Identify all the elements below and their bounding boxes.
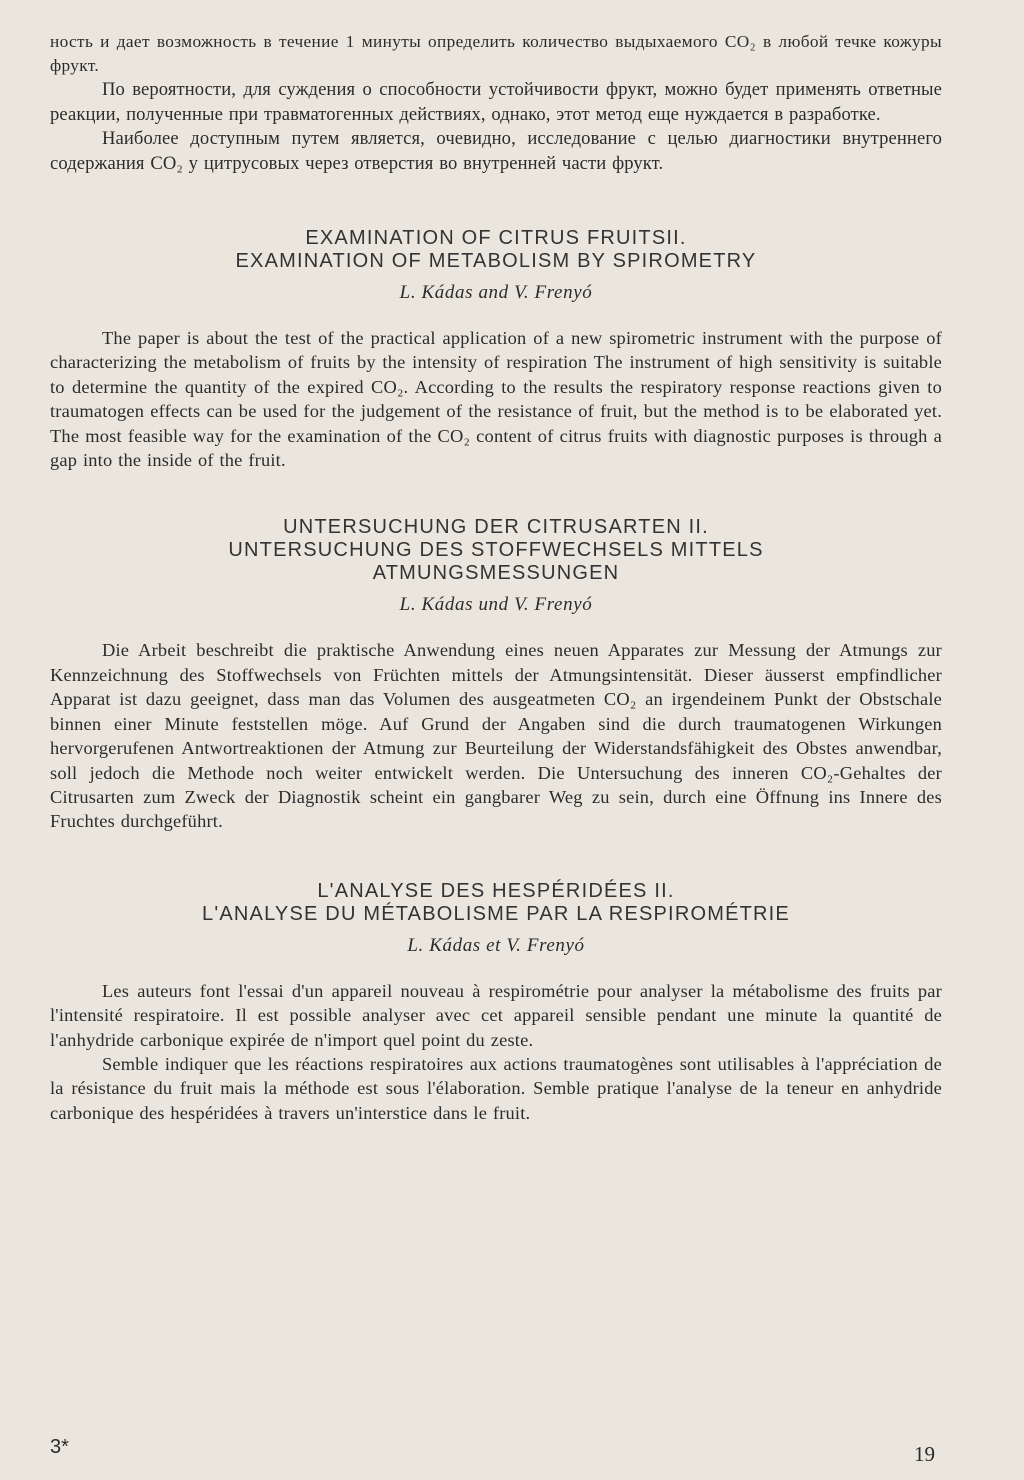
paragraph: По вероятности, для суждения о способности устойчивости фрукт, можно будет применять ответные реакции, полученные при травматогенных действиях, однако, этот метод еще нуждается в разработке.	[50, 79, 942, 125]
section-title	[50, 227, 942, 273]
authors: L. Kádas et V. Frenyó	[407, 934, 585, 956]
french-summary	[50, 880, 942, 1125]
title-line: L'ANALYSE DU MÉTABOLISME PAR LA RESPIROMÉTRIE	[202, 902, 790, 925]
title-line: EXAMINATION OF CITRUS FRUITSII.	[305, 227, 687, 250]
title-line: L'ANALYSE DES HESPÉRIDÉES II.	[317, 879, 675, 902]
paragraph: Semble indiquer que les réactions respiratoires aux actions traumatogènes sont utilisables à l'appréciation de la résistance du fruit mais la méthode est sous l'élaboration. Semble pratique l'analyse de la teneur en anhydride carbonique des hespéridées à travers un'interstice dans le fruit.	[50, 1053, 942, 1123]
english-summary	[50, 227, 942, 472]
authors: L. Kádas and V. Frenyó	[399, 282, 593, 304]
title-line: UNTERSUCHUNG DER CITRUSARTEN II.	[283, 516, 709, 539]
german-summary	[50, 516, 942, 833]
page-number: 19	[914, 1442, 935, 1466]
paragraph: ность и дает возможность в течение 1 минуты определить количество выдыхаемого CO₂ в любой течке кожуры фрукт.	[50, 32, 942, 76]
section-title	[50, 516, 942, 585]
section-title	[50, 880, 942, 926]
paragraph: Les auteurs font l'essai d'un appareil nouveau à respirométrie pour analyser la métabolisme des fruits par l'intensité respiratoire. Il est possible analyser avec cet appareil sensible pendant une minute la quantité de l'anhydride carbonique expirée de n'import quel point du zeste.	[50, 980, 942, 1050]
paragraph: The paper is about the test of the practical application of a new spirometric instrument with the purpose of characterizing the metabolism of fruits by the intensity of respiration The instrument of high sensitivity is suitable to determine the quantity of the expired CO₂. According to the results the respiratory response reactions given to traumatogen effects can be used for the judgement of the resistance of fruit, but the method is to be elaborated yet. The most feasible way for the examination of the CO₂ content of citrus fruits with diagnostic purposes is through a gap into the inside of the fruit.	[50, 328, 942, 471]
sheet-signature-mark: 3*	[50, 1436, 69, 1458]
title-line: ATMUNGSMESSUNGEN	[372, 562, 620, 585]
title-line: EXAMINATION OF METABOLISM BY SPIROMETRY	[235, 250, 757, 273]
russian-summary	[50, 30, 942, 176]
paragraph: Наиболее доступным путем является, очевидно, исследование с целью диагностики внутреннего содержания CO₂ у цитрусовых через отверстия во внутренней части фрукт.	[50, 128, 942, 174]
authors: L. Kádas und V. Frenyó	[399, 594, 593, 616]
title-line: UNTERSUCHUNG DES STOFFWECHSELS MITTELS	[228, 539, 764, 562]
page-footer	[0, 1432, 1024, 1472]
paragraph: Die Arbeit beschreibt die praktische Anwendung eines neuen Apparates zur Messung der Atmungs zur Kennzeichnung des Stoffwechsels von Früchten mittels der Atmungsintensität. Dieser äusserst empfindlicher Apparat ist dazu geeignet, dass man das Volumen des ausgeatmeten CO₂ an irgendeinem Punkt der Obstschale binnen einer Minute feststellen möge. Auf Grund der Angaben sind die durch traumatogenen Wirkungen hervorgerufenen Antwortreaktionen der Atmung zur Beurteilung der Widerstandsfähigkeit des Obstes anwendbar, soll jedoch die Methode noch weiter entwickelt werden. Die Untersuchung des inneren CO₂-Gehaltes der Citrusarten zum Zweck der Diagnostik scheint ein gangbarer Weg zu sein, durch eine Öffnung ins Innere des Fruchtes durchgeführt.	[50, 640, 942, 832]
